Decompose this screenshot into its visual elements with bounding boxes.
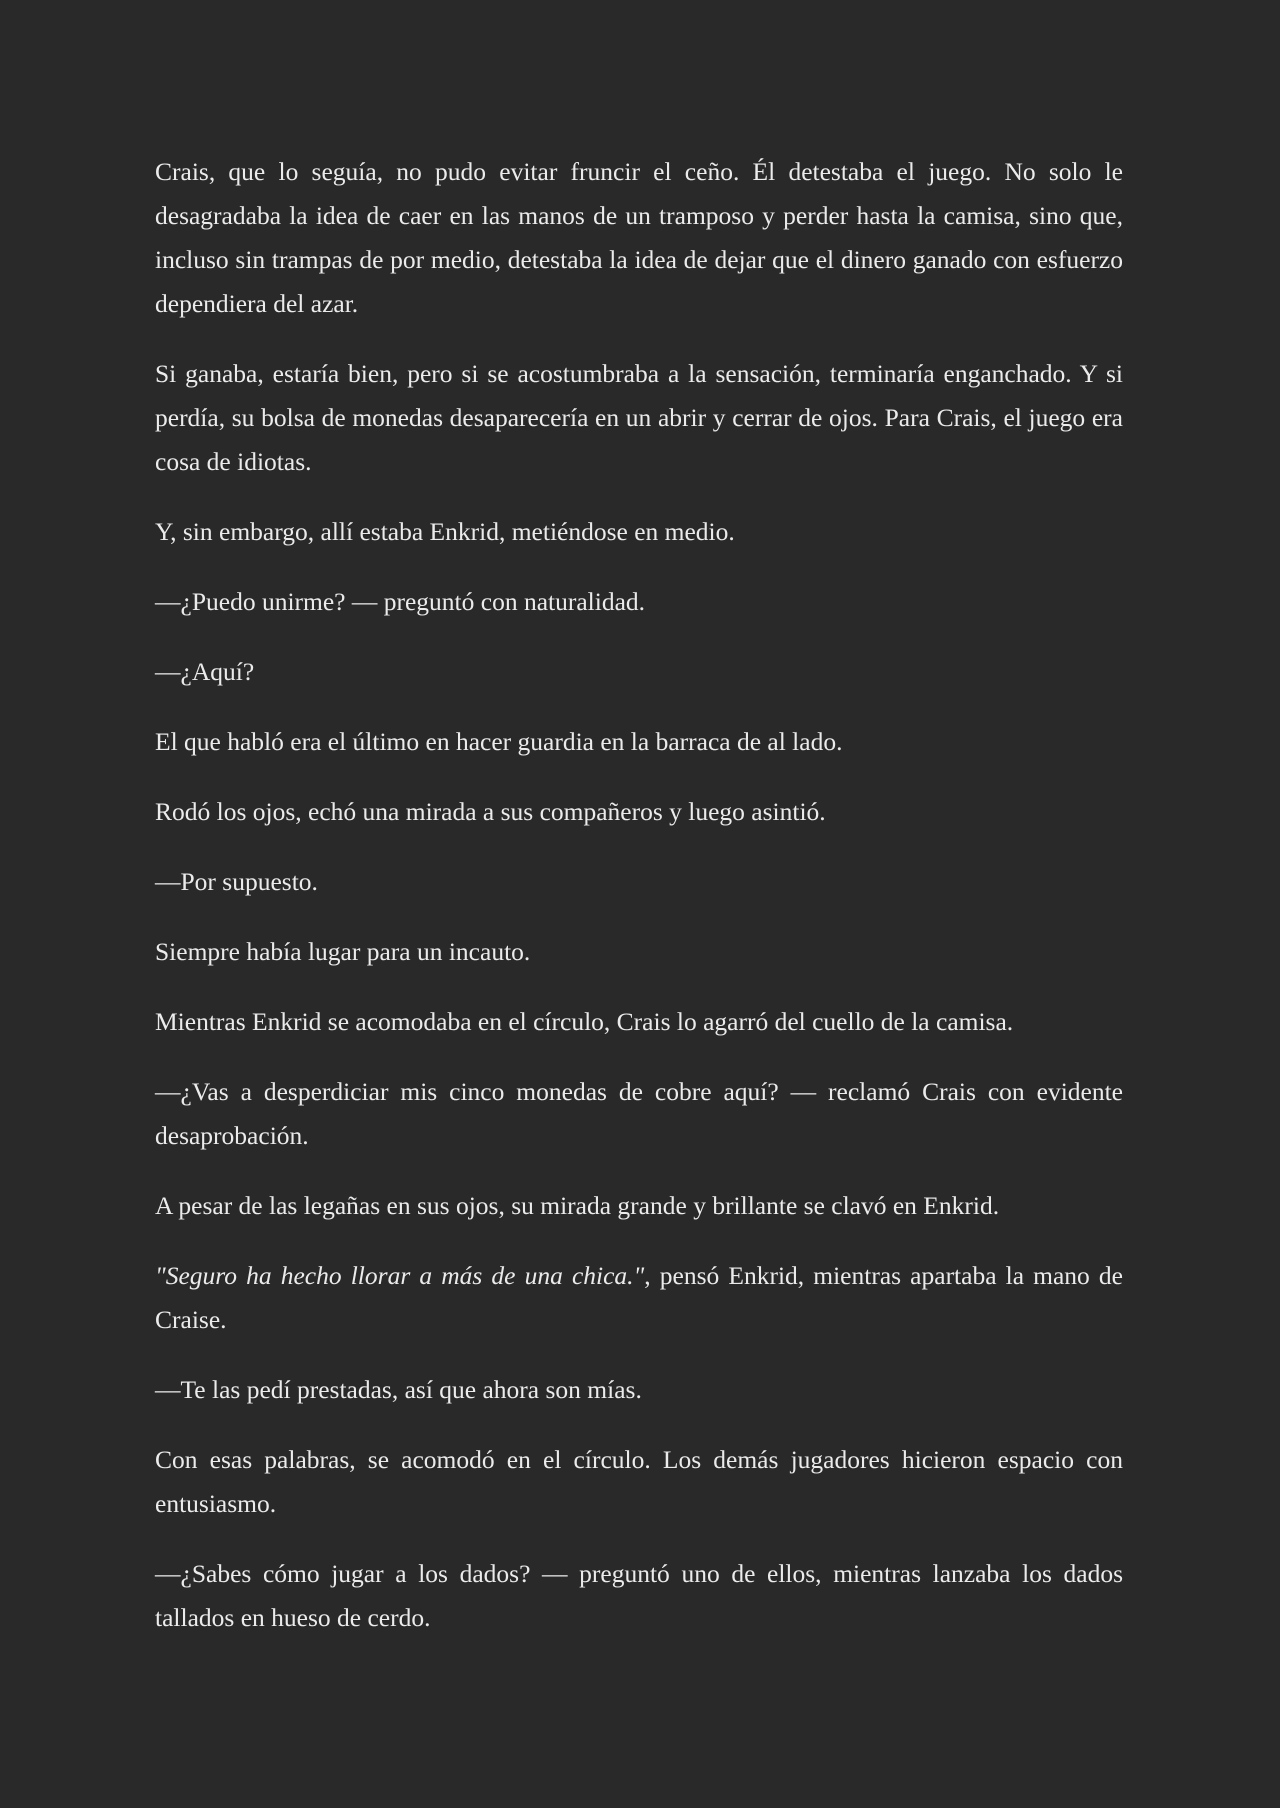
paragraph: Con esas palabras, se acomodó en el círculo. Los demás jugadores hicieron espacio con entusiasmo.: [155, 1445, 1123, 1518]
paragraph: El que habló era el último en hacer guardia en la barraca de al lado.: [155, 727, 843, 756]
paragraph: Si ganaba, estaría bien, pero si se acostumbraba a la sensación, terminaría enganchado. Y si perdía, su bolsa de monedas desaparecería en un abrir y cerrar de ojos. Para Crais, el juego era cosa de idiotas.: [155, 359, 1123, 476]
thought-continuation: , pensó Enkrid, mientras apartaba la mano de Craise.: [155, 1261, 1123, 1334]
italic-thought: "Seguro ha hecho llorar a más de una chica.": [155, 1261, 645, 1290]
paragraph: Rodó los ojos, echó una mirada a sus compañeros y luego asintió.: [155, 797, 826, 826]
paragraph: Crais, que lo seguía, no pudo evitar fruncir el ceño. Él detestaba el juego. No solo le desagradaba la idea de caer en las manos de un tramposo y perder hasta la camisa, sino que, incluso sin trampas de por medio, detestaba la idea de dejar que el dinero ganado con esfuerzo dependiera del azar.: [155, 157, 1123, 318]
dialogue-line: —Por supuesto.: [155, 867, 318, 896]
document-page: [155, 150, 1123, 1666]
dialogue-line: —¿Vas a desperdiciar mis cinco monedas de cobre aquí? — reclamó Crais con evidente desaprobación.: [155, 1077, 1123, 1150]
paragraph: A pesar de las legañas en sus ojos, su mirada grande y brillante se clavó en Enkrid.: [155, 1191, 1000, 1220]
paragraph: Mientras Enkrid se acomodaba en el círculo, Crais lo agarró del cuello de la camisa.: [155, 1007, 1014, 1036]
paragraph: Y, sin embargo, allí estaba Enkrid, metiéndose en medio.: [155, 517, 735, 546]
dialogue-line: —¿Puedo unirme? — preguntó con naturalidad.: [155, 587, 646, 616]
dialogue-line: —Te las pedí prestadas, así que ahora son mías.: [155, 1375, 642, 1404]
dialogue-line: —¿Sabes cómo jugar a los dados? — preguntó uno de ellos, mientras lanzaba los dados tallados en hueso de cerdo.: [155, 1559, 1123, 1632]
dialogue-line: —¿Aquí?: [155, 657, 255, 686]
thought-paragraph: [155, 1254, 1123, 1342]
paragraph: Siempre había lugar para un incauto.: [155, 937, 531, 966]
